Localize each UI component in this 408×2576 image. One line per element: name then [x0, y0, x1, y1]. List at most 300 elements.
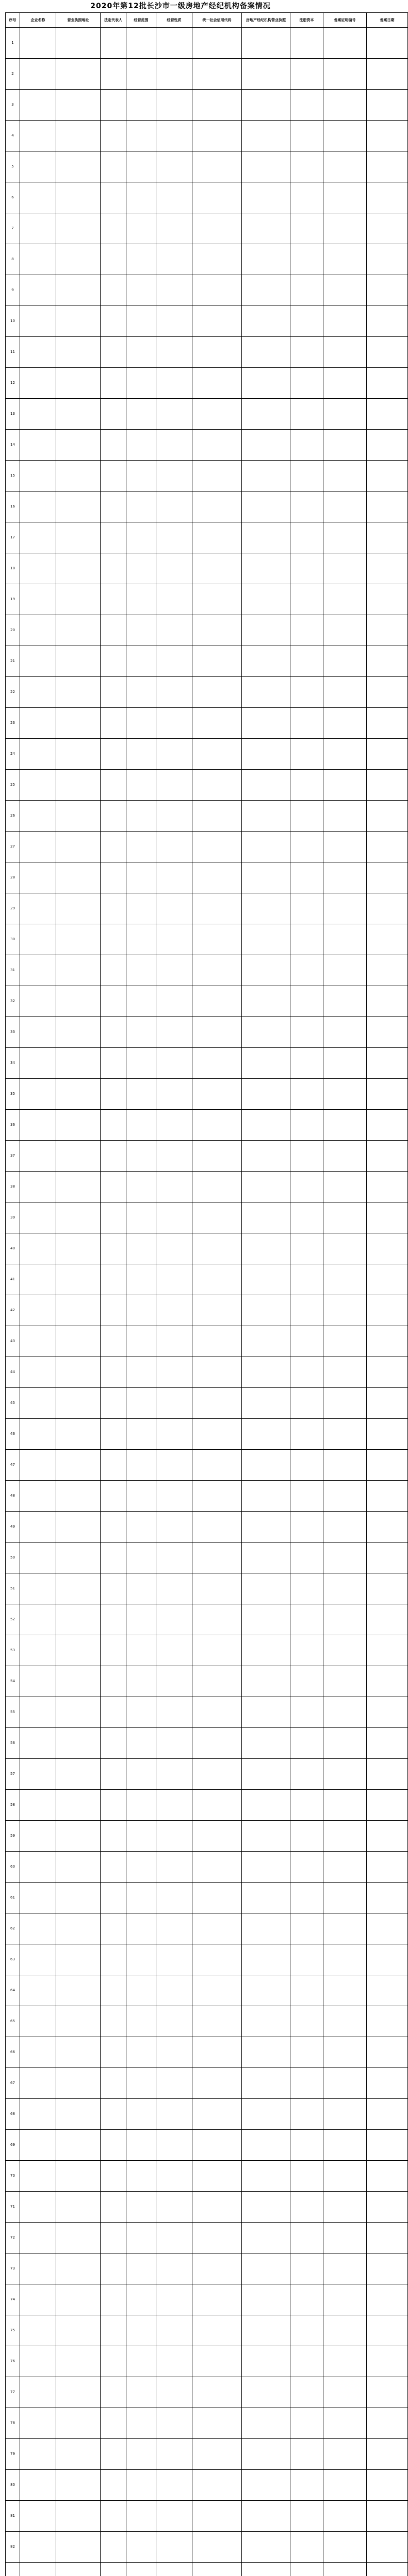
table-cell	[367, 1264, 408, 1295]
table-cell	[242, 1728, 290, 1759]
table-cell	[290, 770, 323, 801]
table-cell	[101, 2439, 126, 2470]
table-row	[6, 1264, 408, 1295]
table-row	[6, 1326, 408, 1357]
table-cell	[126, 1512, 156, 1543]
table-cell	[242, 2130, 290, 2161]
table-cell	[192, 213, 242, 244]
table-cell	[156, 430, 192, 461]
table-cell	[192, 28, 242, 59]
table-row	[6, 1666, 408, 1697]
table-cell	[101, 2068, 126, 2099]
table-row	[6, 1604, 408, 1635]
table-cell	[20, 151, 56, 182]
table-cell	[56, 924, 101, 955]
table-cell	[20, 1604, 56, 1635]
table-cell	[101, 1759, 126, 1790]
table-row	[6, 1357, 408, 1388]
table-cell	[126, 1604, 156, 1635]
table-cell	[242, 2315, 290, 2346]
table-cell	[290, 244, 323, 275]
table-cell: 13	[6, 399, 20, 430]
table-cell	[367, 1172, 408, 1202]
table-cell: 5	[6, 151, 20, 182]
table-cell	[290, 1697, 323, 1728]
table-cell	[101, 801, 126, 832]
table-cell	[192, 1202, 242, 1233]
table-cell	[156, 1357, 192, 1388]
table-cell	[156, 553, 192, 584]
table-cell	[290, 1790, 323, 1821]
table-cell	[56, 1202, 101, 1233]
table-cell	[20, 2099, 56, 2130]
table-cell	[101, 924, 126, 955]
table-cell	[101, 2130, 126, 2161]
table-cell	[56, 2315, 101, 2346]
table-cell	[367, 2501, 408, 2532]
table-cell	[192, 986, 242, 1017]
table-cell	[20, 2532, 56, 2563]
table-cell	[323, 2253, 367, 2284]
table-cell: 80	[6, 2470, 20, 2501]
table-cell	[20, 770, 56, 801]
table-cell: 47	[6, 1450, 20, 1481]
table-cell: 37	[6, 1141, 20, 1172]
table-cell: 78	[6, 2408, 20, 2439]
table-cell	[56, 584, 101, 615]
table-cell	[192, 275, 242, 306]
table-cell	[20, 2223, 56, 2253]
table-cell: 1	[6, 28, 20, 59]
table-cell	[156, 2161, 192, 2192]
table-row	[6, 1883, 408, 1913]
table-cell: 24	[6, 739, 20, 770]
table-cell	[156, 1110, 192, 1141]
table-cell	[56, 986, 101, 1017]
table-cell	[126, 801, 156, 832]
table-cell	[367, 1759, 408, 1790]
table-cell	[101, 893, 126, 924]
table-cell	[290, 1512, 323, 1543]
table-cell	[192, 2315, 242, 2346]
table-cell	[126, 1017, 156, 1048]
table-cell	[242, 584, 290, 615]
table-cell	[126, 90, 156, 121]
table-cell: 14	[6, 430, 20, 461]
table-cell	[290, 2501, 323, 2532]
table-cell	[156, 615, 192, 646]
table-cell: 74	[6, 2284, 20, 2315]
table-cell	[242, 368, 290, 399]
table-cell	[323, 522, 367, 553]
table-cell	[242, 2439, 290, 2470]
table-row	[6, 213, 408, 244]
table-cell	[56, 28, 101, 59]
table-row	[6, 368, 408, 399]
table-cell	[20, 2037, 56, 2068]
table-cell	[156, 28, 192, 59]
table-cell	[126, 1728, 156, 1759]
table-cell	[126, 2346, 156, 2377]
table-cell	[367, 1481, 408, 1512]
table-cell	[290, 832, 323, 862]
table-cell: 77	[6, 2377, 20, 2408]
table-cell	[290, 306, 323, 337]
table-cell	[156, 1295, 192, 1326]
table-cell	[101, 2006, 126, 2037]
table-cell	[101, 1141, 126, 1172]
table-cell	[290, 1944, 323, 1975]
table-cell	[242, 1481, 290, 1512]
table-cell	[290, 2346, 323, 2377]
table-cell	[101, 151, 126, 182]
table-cell	[56, 1697, 101, 1728]
table-cell	[156, 1017, 192, 1048]
table-cell	[192, 1481, 242, 1512]
table-cell	[367, 2130, 408, 2161]
table-cell: 51	[6, 1573, 20, 1604]
table-cell	[101, 615, 126, 646]
table-cell	[156, 801, 192, 832]
table-row	[6, 306, 408, 337]
table-cell	[56, 1975, 101, 2006]
table-cell: 67	[6, 2068, 20, 2099]
table-cell	[367, 2408, 408, 2439]
table-cell	[367, 1141, 408, 1172]
table-row	[6, 1913, 408, 1944]
table-cell: 29	[6, 893, 20, 924]
table-cell	[367, 2006, 408, 2037]
table-cell	[20, 1512, 56, 1543]
table-cell	[290, 2315, 323, 2346]
table-cell	[156, 1264, 192, 1295]
table-cell	[290, 615, 323, 646]
table-cell	[290, 1604, 323, 1635]
table-cell	[56, 1264, 101, 1295]
table-cell	[20, 1821, 56, 1852]
table-cell	[6, 2563, 20, 2576]
table-cell	[290, 2099, 323, 2130]
table-cell	[101, 646, 126, 677]
table-cell	[192, 2099, 242, 2130]
table-cell	[367, 955, 408, 986]
table-cell: 30	[6, 924, 20, 955]
table-cell	[20, 1481, 56, 1512]
table-cell	[323, 924, 367, 955]
table-cell	[367, 2346, 408, 2377]
table-cell	[156, 955, 192, 986]
table-cell	[126, 1110, 156, 1141]
table-cell: 43	[6, 1326, 20, 1357]
table-cell	[367, 739, 408, 770]
table-cell: 60	[6, 1852, 20, 1883]
table-cell	[367, 1079, 408, 1110]
table-cell	[367, 708, 408, 739]
table-cell	[101, 275, 126, 306]
table-cell	[323, 2346, 367, 2377]
table-cell	[101, 1543, 126, 1573]
table-cell	[20, 2253, 56, 2284]
table-cell	[323, 801, 367, 832]
table-cell	[156, 1728, 192, 1759]
table-cell	[56, 2192, 101, 2223]
table-cell	[20, 1728, 56, 1759]
table-cell	[323, 2192, 367, 2223]
table-cell	[290, 275, 323, 306]
table-cell	[126, 1666, 156, 1697]
table-cell	[56, 1295, 101, 1326]
table-cell	[20, 28, 56, 59]
table-cell	[367, 2068, 408, 2099]
table-cell	[126, 1357, 156, 1388]
table-cell	[126, 1172, 156, 1202]
table-cell	[126, 862, 156, 893]
table-cell	[290, 59, 323, 90]
table-cell	[192, 1759, 242, 1790]
table-cell	[56, 90, 101, 121]
table-cell	[242, 430, 290, 461]
table-cell	[156, 862, 192, 893]
table-cell	[242, 1233, 290, 1264]
table-cell	[156, 2192, 192, 2223]
table-cell	[323, 1264, 367, 1295]
table-cell	[156, 2563, 192, 2576]
table-cell	[290, 1419, 323, 1450]
table-cell	[56, 2130, 101, 2161]
table-cell	[126, 1264, 156, 1295]
table-cell	[290, 2130, 323, 2161]
table-cell	[192, 1728, 242, 1759]
column-header: 房地产经纪机构营业执照	[242, 13, 290, 28]
table-cell	[290, 121, 323, 151]
table-cell	[242, 337, 290, 368]
table-cell	[101, 461, 126, 492]
table-cell: 50	[6, 1543, 20, 1573]
table-cell	[290, 553, 323, 584]
table-cell	[242, 553, 290, 584]
table-cell	[367, 646, 408, 677]
table-cell	[20, 1944, 56, 1975]
table-cell	[242, 306, 290, 337]
table-cell	[290, 1357, 323, 1388]
table-cell	[20, 2192, 56, 2223]
table-cell	[242, 492, 290, 522]
table-cell	[192, 708, 242, 739]
table-row	[6, 2161, 408, 2192]
table-cell	[126, 1419, 156, 1450]
table-cell	[323, 1635, 367, 1666]
table-cell: 8	[6, 244, 20, 275]
table-cell	[156, 1913, 192, 1944]
table-cell	[290, 1172, 323, 1202]
table-cell	[367, 59, 408, 90]
table-cell	[192, 955, 242, 986]
table-cell	[101, 2161, 126, 2192]
table-cell	[156, 522, 192, 553]
column-header: 统一社会信用代码	[192, 13, 242, 28]
table-cell	[56, 1852, 101, 1883]
table-cell	[242, 28, 290, 59]
table-cell	[290, 1975, 323, 2006]
table-cell	[323, 1202, 367, 1233]
table-cell	[290, 1666, 323, 1697]
table-cell	[156, 151, 192, 182]
table-cell	[101, 2563, 126, 2576]
table-cell	[367, 213, 408, 244]
table-cell: 49	[6, 1512, 20, 1543]
table-cell	[101, 677, 126, 708]
table-cell	[126, 1913, 156, 1944]
table-cell	[290, 739, 323, 770]
table-cell	[126, 770, 156, 801]
table-cell	[126, 1326, 156, 1357]
table-cell	[156, 461, 192, 492]
table-cell	[192, 430, 242, 461]
table-cell	[290, 1450, 323, 1481]
table-cell	[20, 1326, 56, 1357]
table-cell	[156, 1666, 192, 1697]
table-cell	[242, 2192, 290, 2223]
table-cell	[290, 1852, 323, 1883]
table-cell	[156, 1233, 192, 1264]
table-cell	[156, 2099, 192, 2130]
table-cell	[20, 1543, 56, 1573]
table-cell	[192, 2037, 242, 2068]
table-cell	[192, 1944, 242, 1975]
table-cell	[242, 1295, 290, 1326]
table-cell	[323, 1512, 367, 1543]
table-cell	[192, 924, 242, 955]
table-cell	[367, 1790, 408, 1821]
table-cell: 27	[6, 832, 20, 862]
table-header-row	[6, 13, 408, 28]
table-cell: 19	[6, 584, 20, 615]
table-cell	[156, 244, 192, 275]
table-row	[6, 1759, 408, 1790]
table-cell	[101, 59, 126, 90]
table-row	[6, 2439, 408, 2470]
table-cell	[242, 832, 290, 862]
table-cell	[290, 1883, 323, 1913]
table-cell	[367, 2223, 408, 2253]
table-cell	[192, 1388, 242, 1419]
table-cell	[101, 553, 126, 584]
table-cell	[126, 492, 156, 522]
table-cell	[126, 2253, 156, 2284]
table-cell	[242, 2161, 290, 2192]
table-row	[6, 2501, 408, 2532]
table-cell	[323, 461, 367, 492]
table-cell	[56, 306, 101, 337]
table-cell	[20, 584, 56, 615]
table-cell	[242, 90, 290, 121]
table-cell	[290, 1635, 323, 1666]
table-cell	[323, 1172, 367, 1202]
table-cell	[367, 2253, 408, 2284]
table-cell	[56, 1079, 101, 1110]
table-cell	[323, 1697, 367, 1728]
table-cell	[56, 893, 101, 924]
table-cell	[101, 121, 126, 151]
table-cell	[192, 1635, 242, 1666]
table-cell	[290, 1728, 323, 1759]
table-cell	[192, 1141, 242, 1172]
table-cell	[323, 1944, 367, 1975]
table-cell	[126, 2315, 156, 2346]
table-cell	[323, 1728, 367, 1759]
table-cell: 32	[6, 986, 20, 1017]
table-cell	[126, 306, 156, 337]
table-cell: 64	[6, 1975, 20, 2006]
table-row	[6, 2532, 408, 2563]
table-cell	[192, 1543, 242, 1573]
table-cell	[101, 368, 126, 399]
table-cell	[290, 492, 323, 522]
column-header: 法定代表人	[101, 13, 126, 28]
table-cell	[56, 2501, 101, 2532]
table-cell	[126, 2006, 156, 2037]
table-cell: 56	[6, 1728, 20, 1759]
table-row	[6, 1790, 408, 1821]
table-cell	[367, 770, 408, 801]
table-cell	[323, 708, 367, 739]
table-cell	[192, 2192, 242, 2223]
table-cell	[101, 492, 126, 522]
table-cell	[290, 2470, 323, 2501]
table-cell	[323, 182, 367, 213]
table-cell	[156, 1202, 192, 1233]
table-cell	[323, 1543, 367, 1573]
table-row	[6, 430, 408, 461]
table-cell	[56, 213, 101, 244]
table-cell	[101, 862, 126, 893]
table-cell	[192, 1852, 242, 1883]
table-cell	[323, 739, 367, 770]
table-row	[6, 1635, 408, 1666]
table-cell	[126, 832, 156, 862]
table-cell	[323, 2439, 367, 2470]
table-cell	[367, 399, 408, 430]
table-row	[6, 955, 408, 986]
table-cell	[156, 1573, 192, 1604]
table-cell	[126, 244, 156, 275]
table-cell	[156, 182, 192, 213]
table-row	[6, 1852, 408, 1883]
table-cell	[290, 2068, 323, 2099]
table-cell	[156, 2068, 192, 2099]
table-cell	[367, 1913, 408, 1944]
table-cell	[20, 1202, 56, 1233]
table-cell	[56, 1048, 101, 1079]
table-cell: 15	[6, 461, 20, 492]
table-cell	[101, 2099, 126, 2130]
table-cell	[192, 1295, 242, 1326]
table-cell	[192, 1573, 242, 1604]
table-cell	[56, 1233, 101, 1264]
table-cell	[290, 1543, 323, 1573]
table-cell	[192, 1357, 242, 1388]
table-cell	[323, 584, 367, 615]
table-cell	[20, 2563, 56, 2576]
table-cell	[20, 1913, 56, 1944]
table-cell	[242, 1944, 290, 1975]
table-cell	[156, 2037, 192, 2068]
table-cell	[242, 1079, 290, 1110]
table-cell	[242, 59, 290, 90]
table-row	[6, 90, 408, 121]
table-cell	[20, 2006, 56, 2037]
table-cell	[156, 1790, 192, 1821]
